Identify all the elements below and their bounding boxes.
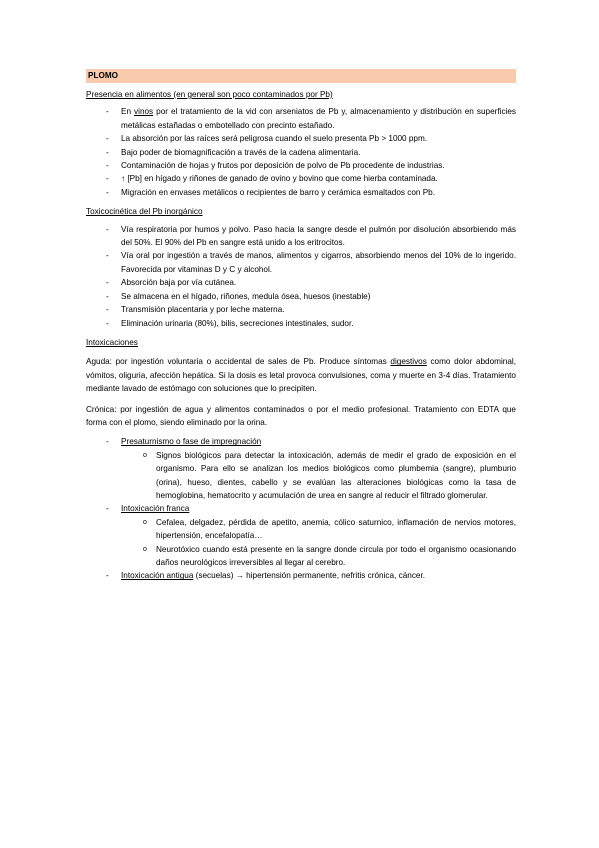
list-item-fase3 — [86, 569, 516, 582]
sublist-item: o Neurotóxico cuando está presente en la sangre donde circula por todo el organismo ocasionando daños neurológicos irreversibles al llegar al cerebro. — [121, 543, 516, 570]
section-heading-presencia — [86, 88, 516, 101]
list-item: - Eliminación urinaria (80%), bilis, secreciones intestinales, sudor. — [86, 317, 516, 330]
list-item: - Migración en envases metálicos o recipientes de barro y cerámica esmaltados con Pb. — [86, 186, 516, 199]
paragraph-cronica: Crónica: por ingestión de agua y alimentos contaminados o por el medio profesional. Tratamiento con EDTA que forma con el plomo, siendo eliminado por la orina. — [86, 404, 516, 427]
fase-label: Intoxicación franca — [121, 504, 190, 514]
list-item: - Bajo poder de biomagnificación a través de la cadena alimentaria. — [86, 146, 516, 159]
section-heading-toxicocinetica: Toxicocinética del Pb inorgánico — [86, 207, 203, 217]
paragraph-text: como dolor abdominal, vómitos, oliguria, afección hepática. Si la dosis es letal provoca convulsiones, coma y muerte en 3-4 días. Tratamiento mediante lavado de estómago con soluciones que lo precipiten. — [86, 357, 517, 394]
item-underlined: vinos — [134, 107, 154, 117]
fase-label: Presaturnismo o fase de impregnación — [121, 437, 262, 447]
list-item: - ↑ [Pb] en hígado y riñones de ganado de ovino y bovino que come hierba contaminada. — [86, 172, 516, 185]
list-item: - Vía oral por ingestión a través de manos, alimentos y cigarros, absorbiendo menos del 10% de lo ingerido. Favorecida por vitaminas D y C y alcohol. — [86, 249, 516, 276]
list-item: - Transmisión placentaria y por leche materna. — [86, 303, 516, 316]
list-item — [86, 105, 516, 132]
fase-note: (secuelas) → hipertensión permanente, nefritis crónica, cáncer. — [193, 571, 426, 581]
paragraph-underlined: digestivos — [390, 357, 427, 367]
list-item: - Absorción baja por vía cutánea. — [86, 276, 516, 289]
sublist-item: o Signos biológicos para detectar la intoxicación, además de medir el grado de exposición en el organismo. Para ello se analizan los medios biológicos como plumbemia (sangre), plumburio (orina), hueso, dientes, cabello y se evalúan las alteraciones biológicas como la tasa de hemoglobina, hematocrito y acumulación de urea en sangre al reducir el filtrado glomerular. — [121, 449, 516, 503]
document-title: PLOMO — [88, 71, 119, 80]
list-item: - Contaminación de hojas y frutos por deposición de polvo de Pb procedente de industrias. — [86, 159, 516, 172]
title-bar — [86, 69, 516, 83]
heading-note: (en general son poco contaminados por Pb) — [171, 90, 333, 99]
list-item-fase1 — [86, 435, 516, 502]
paragraph-text: Aguda: por ingestión voluntaria o accidental de sales de Pb. Produce síntomas — [86, 357, 391, 367]
document-content — [86, 69, 516, 589]
sublist-item: o Cefalea, delgadez, pérdida de apetito, anemia, cólico saturnico, inflamación de nervios motores, hipertensión, encefalopatía… — [121, 516, 516, 543]
fases-list — [86, 435, 516, 582]
fase-label: Intoxicación antigua — [121, 571, 194, 581]
paragraph-aguda — [86, 355, 516, 395]
sublist — [121, 516, 516, 570]
sublist — [121, 449, 516, 503]
heading-text: Presencia en alimentos — [86, 90, 172, 99]
list-item: - Vía respiratoria por humos y polvo. Paso hacia la sangre desde el pulmón por disolución absorbiendo más del 50%. El 90% del Pb en sangre está unido a los eritrocitos. — [86, 223, 516, 250]
item-text: por el tratamiento de la vid con arseniatos de Pb y, almacenamiento y distribución en superficies metálicas estañadas o embotellado con precinto estañado. — [121, 107, 517, 130]
toxicocinetica-list — [86, 223, 516, 330]
list-item-fase2 — [86, 502, 516, 569]
list-item: - La absorción por las raíces será peligrosa cuando el suelo presenta Pb > 1000 ppm. — [86, 132, 516, 145]
section-heading-intoxicaciones: Intoxicaciones — [86, 337, 138, 347]
presencia-list — [86, 105, 516, 199]
item-text: En — [121, 107, 135, 117]
list-item: - Se almacena en el hígado, riñones, medula ósea, huesos (inestable) — [86, 290, 516, 303]
